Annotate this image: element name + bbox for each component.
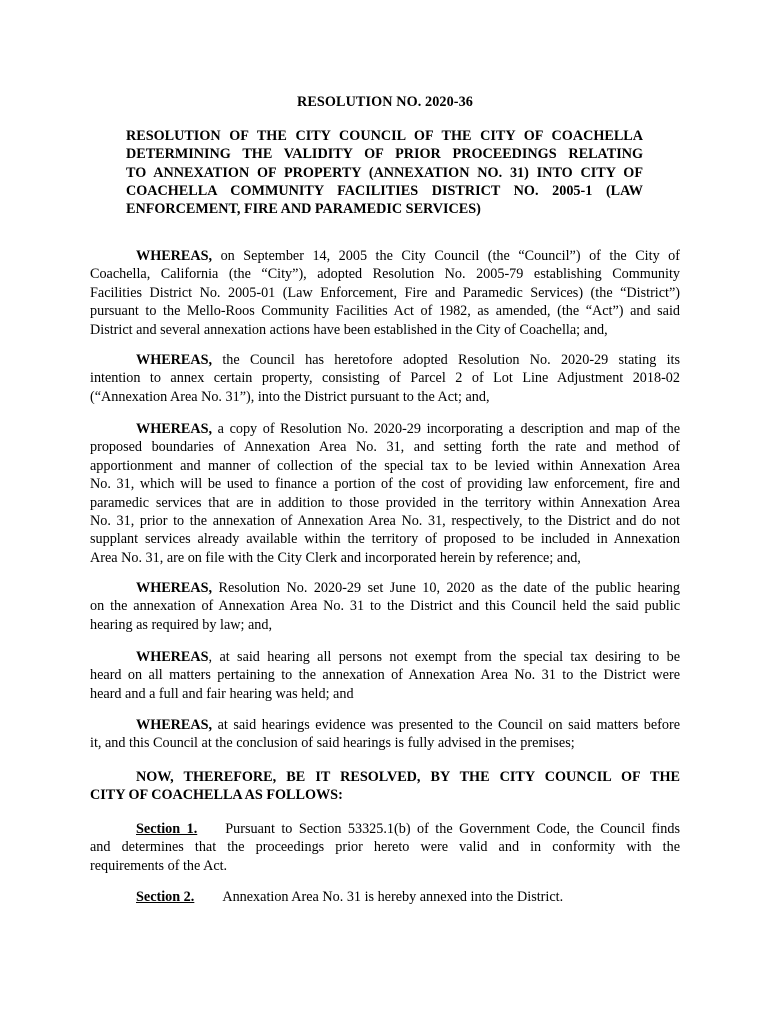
whereas-lead: WHEREAS, [136, 421, 213, 437]
whereas-paragraph [90, 351, 680, 406]
paragraph-line: District and several annexation actions have been established in the City of Coachella; and, [90, 321, 608, 338]
paragraph-line: WHEREAS, at said hearing all persons not exempt from the special tax desiring to be [136, 649, 680, 665]
resolution-title [126, 127, 643, 218]
whereas-paragraph [90, 648, 680, 703]
paragraph-line: it, and this Council at the conclusion of said hearings is fully advised in the premises; [90, 735, 575, 752]
paragraph-line: Coachella, California (the “City”), adopted Resolution No. 2005-79 establishing Community [90, 266, 680, 283]
paragraph-line: heard and a full and fair hearing was held; and [90, 685, 354, 702]
paragraph-line: hearing as required by law; and, [90, 616, 273, 633]
title-line: ENFORCEMENT, FIRE AND PARAMEDIC SERVICES) [126, 201, 481, 218]
section-heading: Section 2. [136, 889, 195, 905]
paragraph-line: intention to annex certain property, consisting of Parcel 2 of Lot Line Adjustment 2018-02 [90, 370, 680, 387]
paragraph-line: on the annexation of Annexation Area No. 31 to the District and this Council held the said public [90, 598, 680, 615]
paragraph-line: apportionment and manner of collection of the special tax to be levied within Annexation Area [90, 457, 680, 474]
paragraph-line: WHEREAS, a copy of Resolution No. 2020-29 incorporating a description and map of the [136, 421, 680, 437]
paragraph-line: heard on all matters pertaining to the annexation of Annexation Area No. 31 to the District were [90, 667, 680, 684]
section-2 [90, 888, 680, 906]
title-line: COACHELLA COMMUNITY FACILITIES DISTRICT NO. 2005-1 (LAW [126, 182, 643, 199]
paragraph-line: WHEREAS, at said hearings evidence was presented to the Council on said matters before [136, 717, 680, 733]
section-line: requirements of the Act. [90, 857, 228, 874]
section-line: Section 2. Annexation Area No. 31 is hereby annexed into the District. [136, 889, 564, 905]
whereas-lead: WHEREAS [136, 649, 209, 665]
paragraph-line: Area No. 31, are on file with the City Clerk and incorporated herein by reference; and, [90, 549, 581, 566]
paragraph-line: (“Annexation Area No. 31”), into the District pursuant to the Act; and, [90, 388, 490, 405]
whereas-lead: WHEREAS, [136, 248, 213, 264]
whereas-lead: WHEREAS, [136, 352, 213, 368]
section-line: Section 1. Pursuant to Section 53325.1(b) of the Government Code, the Council finds [136, 821, 680, 837]
paragraph-line: WHEREAS, on September 14, 2005 the City Council (the “Council”) of the City of [136, 248, 680, 264]
resolved-line: NOW, THEREFORE, BE IT RESOLVED, BY THE CITY COUNCIL OF THE [136, 769, 680, 785]
section-heading: Section 1. [136, 821, 198, 837]
title-line: DETERMINING THE VALIDITY OF PRIOR PROCEEDINGS RELATING [126, 146, 643, 163]
whereas-paragraph [90, 420, 680, 567]
section-line: and determines that the proceedings prior hereto were valid and in conformity with the [90, 839, 680, 856]
paragraph-line: supplant services already available within the territory of proposed to be included in Annexation [90, 531, 680, 548]
whereas-lead: WHEREAS, [136, 580, 213, 596]
whereas-paragraph [90, 247, 680, 339]
title-line: TO ANNEXATION OF PROPERTY (ANNEXATION NO. 31) INTO CITY OF [126, 164, 643, 181]
paragraph-line: proposed boundaries of Annexation Area No. 31, and setting forth the rate and method of [90, 439, 680, 456]
resolved-line: CITY OF COACHELLA AS FOLLOWS: [90, 787, 343, 804]
paragraph-line: pursuant to the Mello-Roos Community Facilities Act of 1982, as amended, (the “Act”) and said [90, 303, 680, 320]
paragraph-line: No. 31, which will be used to finance a portion of the cost of providing law enforcement, fire and [90, 476, 680, 493]
paragraph-line: Facilities District No. 2005-01 (Law Enforcement, Fire and Paramedic Services) (the “District”) [90, 284, 680, 301]
title-line: RESOLUTION OF THE CITY COUNCIL OF THE CITY OF COACHELLA [126, 128, 643, 144]
resolution-number: RESOLUTION NO. 2020-36 [296, 94, 474, 110]
resolved-clause [90, 768, 680, 805]
whereas-lead: WHEREAS, [136, 717, 213, 733]
paragraph-line: WHEREAS, Resolution No. 2020-29 set June 10, 2020 as the date of the public hearing [136, 580, 680, 596]
section-1 [90, 820, 680, 875]
paragraph-line: No. 31, prior to the annexation of Annexation Area No. 31, respectively, to the District and do not [90, 513, 680, 530]
paragraph-line: WHEREAS, the Council has heretofore adopted Resolution No. 2020-29 stating its [136, 352, 680, 368]
whereas-paragraph [90, 579, 680, 634]
whereas-paragraph [90, 716, 680, 753]
paragraph-line: paramedic services that are in addition to those provided in the territory within Annexation Area [90, 494, 680, 511]
